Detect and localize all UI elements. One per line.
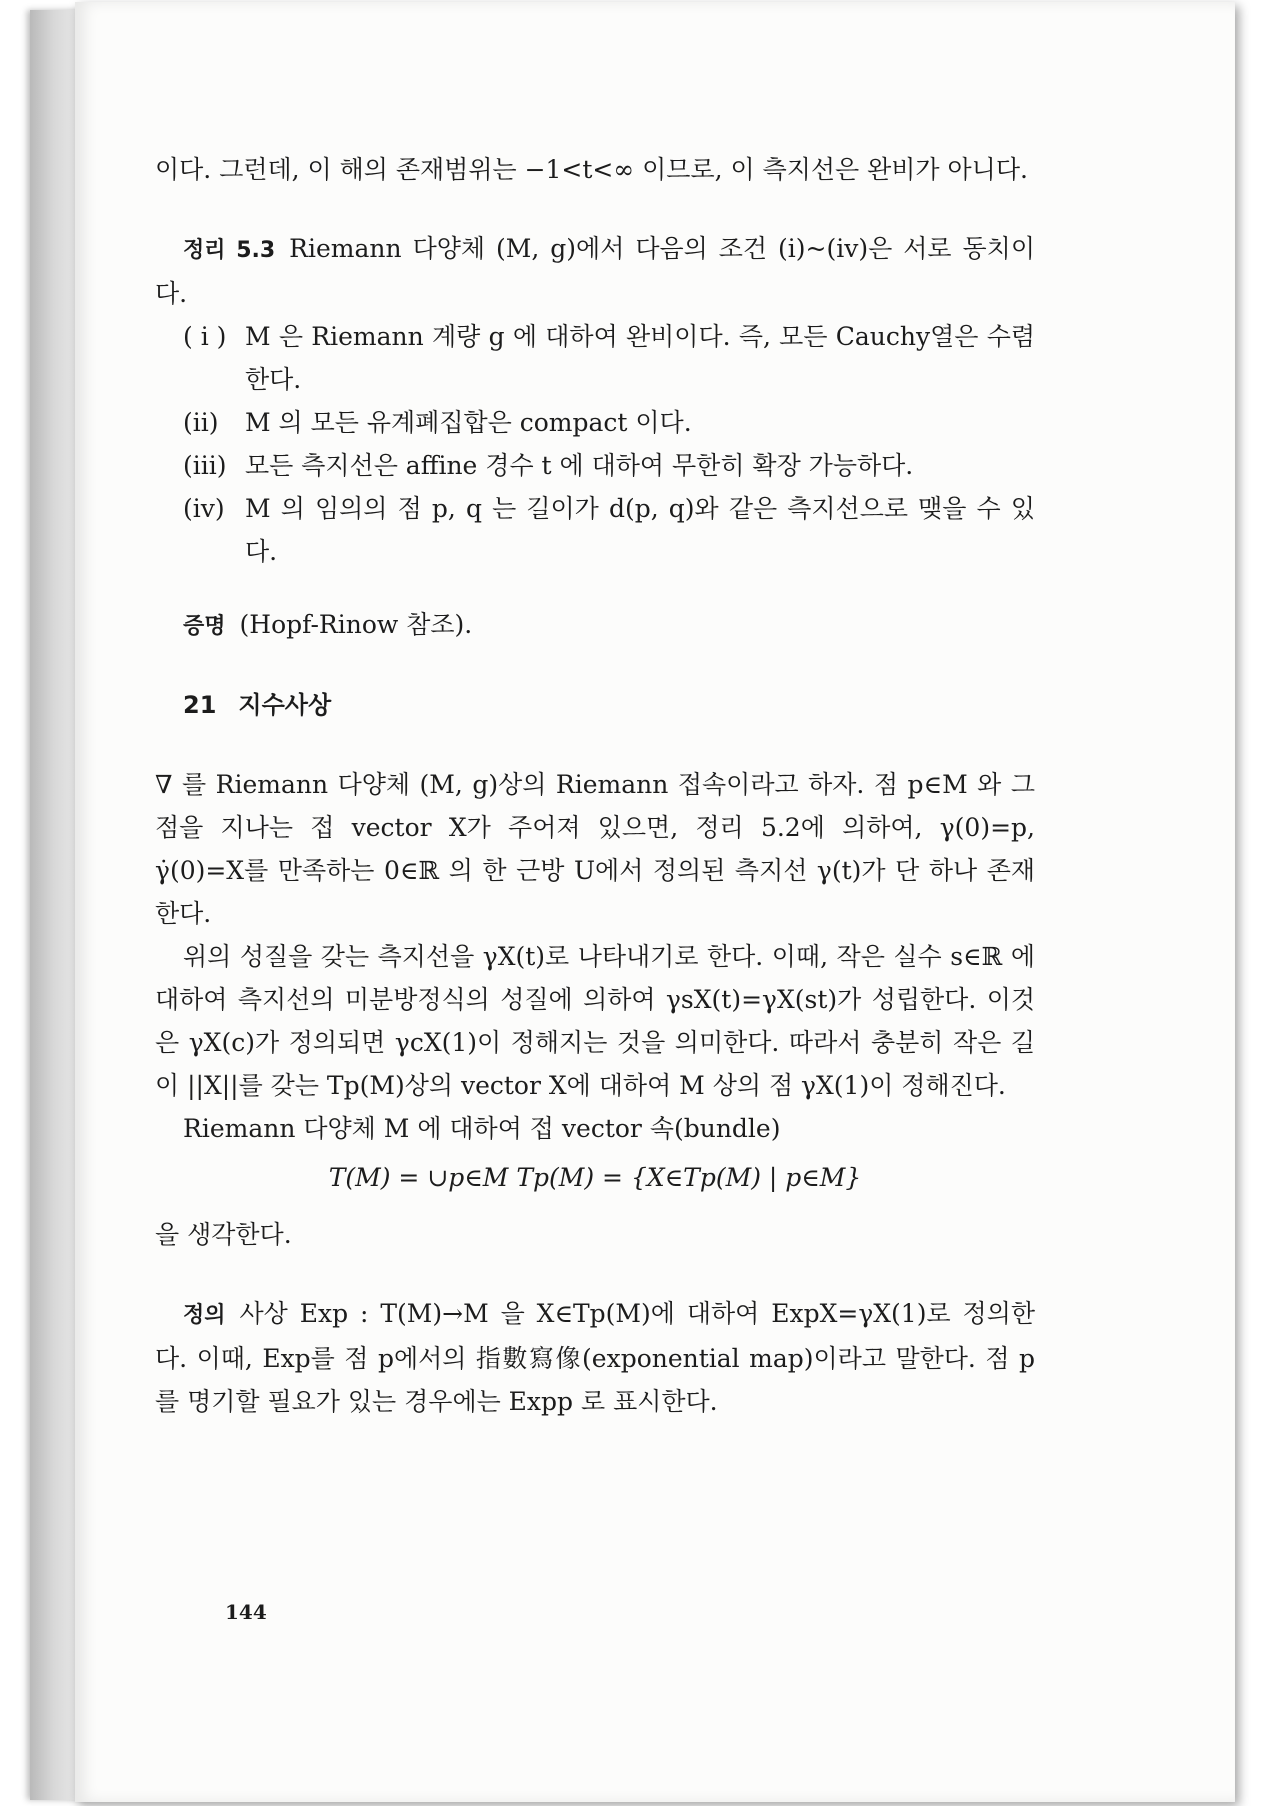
after-formula-text: 을 생각한다. [155,1220,292,1249]
body-paragraph: 위의 성질을 갖는 측지선을 γX(t)로 나타내기로 한다. 이때, 작은 실수 s∈ℝ 에 대하여 측지선의 미분방정식의 성질에 의하여 γsX(t)=γX(st)가 성립한다. 이것은 γX(c)가 정의되면 γcX(1)이 정해지는 것을 의미한다. 따라서 충분히 작은 길이 ||X||를 갖는 Tp(M)상의 vector X에 대하여 M 상의 점 γX(1)이 정해진다. [155,942,1035,1100]
definition-label: 정의 [183,1303,226,1328]
page-number: 144 [225,1600,267,1624]
section-heading [155,684,1035,727]
condition-number: (ii) [183,408,219,437]
condition-number: ( i ) [183,322,227,351]
condition-text: M 은 Riemann 계량 g 에 대하여 완비이다. 즉, 모든 Cauchy열은 수렴한다. [245,322,1035,394]
theorem-statement: Riemann 다양체 (M, g)에서 다음의 조건 (i)~(iv)은 서로 동치이다. [155,234,1035,308]
proof-block [155,603,1035,648]
body-paragraph: Riemann 다양체 M 에 대하여 접 vector 속(bundle) [183,1114,781,1143]
condition-number: (iii) [183,451,227,480]
theorem-label: 정리 5.3 [183,238,276,263]
condition-item [155,401,1035,444]
definition-text: 사상 Exp : T(M)→M 을 X∈Tp(M)에 대하여 ExpX=γX(1)로 정의한다. 이때, Exp를 점 p에서의 指數寫像(exponential map)이라고 말한다. 점 p를 명기할 필요가 있는 경우에는 Expp 로 표시한다. [155,1299,1035,1416]
condition-item [155,315,1035,401]
condition-text: 모든 측지선은 affine 경수 t 에 대하여 무한히 확장 가능하다. [245,451,914,480]
section-title: 지수사상 [238,691,332,719]
condition-number: (iv) [183,494,225,523]
body-paragraph: ∇ 를 Riemann 다양체 (M, g)상의 Riemann 접속이라고 하자. 점 p∈M 와 그 점을 지나는 접 vector X가 주어져 있으면, 정리 5.2에 의하여, γ(0)=p, γ̇(0)=X를 만족하는 0∈ℝ 의 한 근방 U에서 정의된 측지선 γ(t)가 단 하나 존재한다. [155,770,1035,928]
display-formula: T(M) = ∪p∈M Tp(M) = {X∈Tp(M) | p∈M} [328,1163,862,1192]
proof-label: 증명 [183,614,226,639]
section-number: 21 [183,691,217,719]
condition-item [155,444,1035,487]
condition-item [155,487,1035,573]
proof-text: (Hopf-Rinow 참조). [239,610,473,639]
definition-block [155,1292,1035,1423]
page-content [155,148,1035,1423]
condition-text: M 의 임의의 점 p, q 는 길이가 d(p, q)와 같은 측지선으로 맺을 수 있다. [245,494,1035,566]
intro-text: 이다. 그런데, 이 해의 존재범위는 −1<t<∞ 이므로, 이 측지선은 완비가 아니다. [155,155,1028,184]
theorem-block [155,227,1035,573]
condition-text: M 의 모든 유계폐집합은 compact 이다. [245,408,692,437]
